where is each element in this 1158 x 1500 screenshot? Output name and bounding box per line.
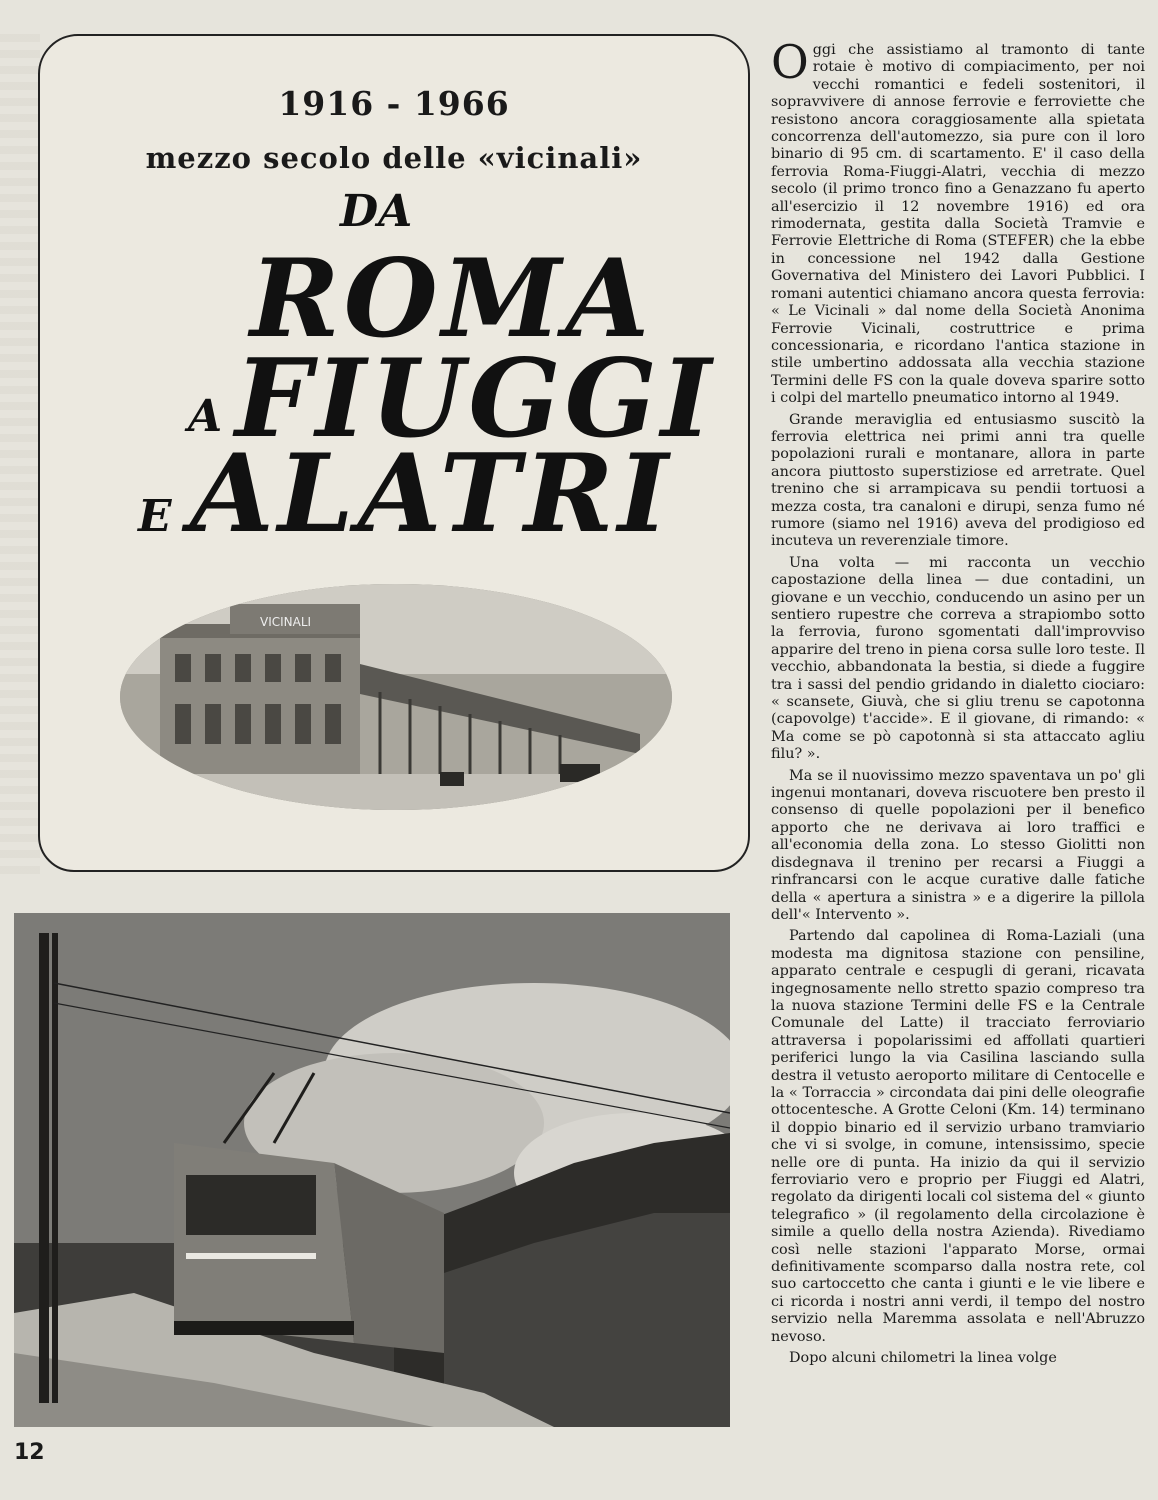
article-paragraph-5: Partendo dal capolinea di Roma-Laziali (una modesta ma dignitosa stazione con pensiline, apparato centrale e cespugli di gerani, ricavata ingegnosamente nello stretto spazio compreso tra la nuova stazione Termini delle FS e la Centrale Comunale del Latte) il tracciato ferroviario attraversa i popolarissimi ed affollati quartieri periferici lungo la via Casilina lasciando sulla destra il vetusto aeroporto militare di Centocelle e la « Torraccia » circondata dai pini delle oleografie ottocentesche. A Grotte Celoni (Km. 14) terminano il doppio binario ed il servizio urbano tramviario che vi si svolge, in comune, intensissimo, specie nelle ore di punta. Ha inizio da qui il servizio ferroviario vero e proprio per Fiuggi ed Alatri, regolato da dirigenti locali col sistema del « giunto telegrafico » (il regolamento della circolazione è simile a quello della nostra Azienda). Rivediamo così nelle stazioni l'apparato Morse, ormai definitivamente scomparso dalla nostra rete, col suo cartoccetto che canta i giunti e le vie libere e ci ricorda i nostri anni verdi, il tempo del nostro servizio nella Maremma assolata e nell'Abruzzo nevoso.	[771, 928, 1145, 1345]
station-photo-illustration	[120, 584, 672, 810]
article-text-column	[771, 42, 1145, 1472]
article-paragraph-4: Ma se il nuovissimo mezzo spaventava un po' gli ingenui montanari, doveva riscuotere ben presto il consenso di quelle popolazioni per il benefico apporto che ne derivava ai loro traffici e all'economia della zona. Lo stesso Giolitti non disdegnava il trenino per recarsi a Fiuggi a rinfrancarsi con le acque curative dalle fatiche della « apertura a sinistra » e a digerire la pillola dell'« Intervento ».	[771, 767, 1145, 923]
title-panel	[38, 34, 750, 872]
drop-cap: O	[771, 42, 809, 89]
title-word-fiuggi: FIUGGI	[235, 336, 716, 462]
title-word-alatri: ALATRI	[190, 431, 673, 557]
bleed-through-text	[0, 34, 40, 874]
title-word-a: A	[188, 391, 223, 442]
title-word-da: DA	[340, 186, 413, 237]
title-subtitle: mezzo secolo delle «vicinali»	[145, 141, 643, 175]
train-photo	[14, 913, 730, 1427]
article-paragraph-1: Oggi che assistiamo al tramonto di tante rotaie è motivo di compiacimento, per noi vecchi romantici e fedeli sostenitori, il sopravvivere di annose ferrovie e ferroviette che resistono ancora coraggiosamente alla spietata concorrenza dell'automezzo, sia pure con il loro binario di 95 cm. di scartamento. E' il caso della ferrovia Roma-Fiuggi-Alatri, vecchia di mezzo secolo (il primo tronco fino a Genazzano fu aperto all'esercizio il 12 novembre 1916) ed ora rimodernata, gestita dalla Società Tramvie e Ferrovie Elettriche di Roma (STEFER) che la ebbe in concessione nel 1942 dalla Gestione Governativa del Ministero dei Lavori Pubblici. I romani autentici chiamano ancora questa ferrovia: « Le Vicinali » dal nome della Società Anonima Ferrovie Vicinali, costruttrice e prima concessionaria, e ricordano l'antica stazione in stile umbertino addossata alla vecchia stazione Termini delle FS con la quale doveva sparire sotto i colpi del martello pneumatico intorno al 1949.	[771, 42, 1145, 407]
anniversary-years: 1916 - 1966	[278, 84, 510, 123]
train-photo-illustration	[14, 913, 730, 1427]
title-word-roma: ROMA	[250, 236, 654, 362]
page-number: 12	[14, 1440, 45, 1465]
station-photo	[120, 584, 672, 810]
station-sign: VICINALI	[260, 615, 312, 629]
article-paragraph-6: Dopo alcuni chilometri la linea volge	[789, 1350, 1057, 1367]
article-paragraph-3: Una volta — mi racconta un vecchio capostazione della linea — due contadini, un giovane e un vecchio, conducendo un asino per un sentiero rupestre che correva a strapiombo sotto la ferrovia, furono sgomentati dall'improvviso apparire del treno in piena corsa sulle loro teste. Il vecchio, abbandonata la bestia, si diede a fuggire tra i sassi del pendio gridando in dialetto ciociaro: « scansete, Giuvà, che si gliu trenu se capotonna (capovolge) t'accide». E il giovane, di rimando: « Ma come se pò capotonnà si sta attaccato agliu filu? ».	[771, 554, 1145, 763]
title-word-e: E	[138, 491, 172, 542]
article-paragraph-2: Grande meraviglia ed entusiasmo suscitò la ferrovia elettrica nei primi anni tra quelle popolazioni rurali e montanare, allora in parte ancora piuttosto superstiziose ed arretrate. Quel trenino che si arrampicava su pendii tortuosi a mezza costa, tra canaloni e dirupi, senza fumo né rumore (siamo nel 1916) aveva del prodigioso ed incuteva un reverenziale timore.	[771, 411, 1145, 550]
